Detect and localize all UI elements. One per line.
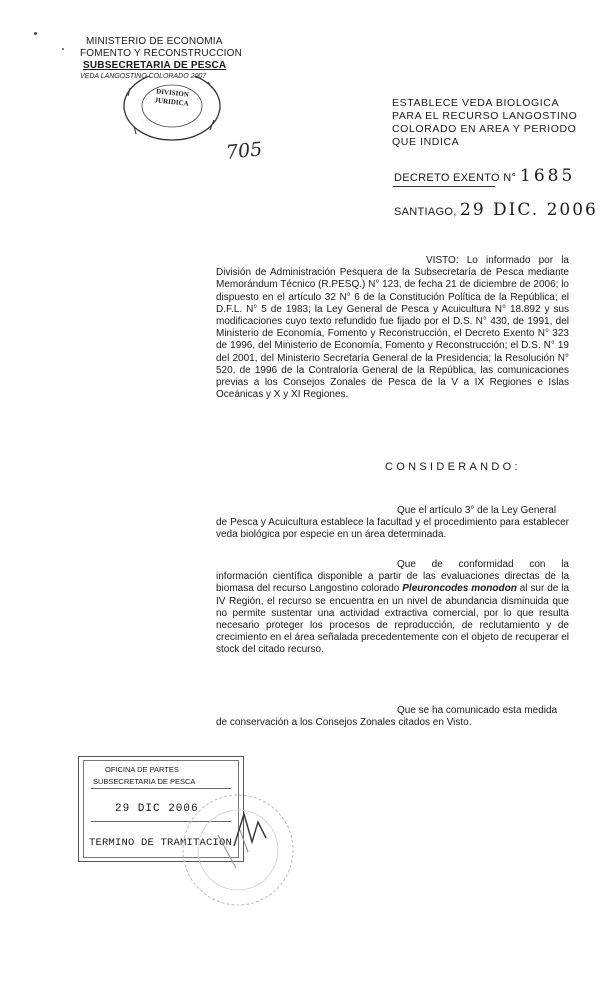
visto-text: Lo informado por la División de Administración Pesquera de la Subsecretaría de Pesca mediante Memorándum Técnico (R.PESQ.) N° 123, de fecha 21 de diciembre de 2006; lo dispuesto en el artículo 32 N° 6 de la Constitución Política de la República; el D.F.L. N° 5 de 1983; la Ley General de Pesca y Acuicultura N° 18.892 y sus modificaciones cuyo texto refundido fue fijado por el D.S. N° 430, de 1991, del Ministerio de Economía, Fomento y Reconstrucción, el Decreto Exento N° 323 de 1996, del Ministerio de Economía, Fomento y Reconstrucción; el D.S. N° 19 del 2001, del Ministerio Secretaría General de la Presidencia; la Resolución N° 520, de 1996 de la Contraloría General de la República, las comunicaciones previas a los Consejos Zonales de Pesca de la V a IX Regiones e Islas Oceánicas y X y XI Regiones. (216, 255, 569, 401)
stamp-date: 29 DIC 2006 (115, 803, 199, 815)
margin-dot (34, 32, 37, 35)
division-juridica-seal (118, 76, 226, 146)
considerando-2-text-b: al sur de la IV Región, el recurso se encuentra en un nivel de abundancia disminuida que no permite sustentar una actividad extractiva comercial, por lo que resulta necesario proteger los procesos de reproducción, de reclutamiento y de crecimiento en el área señalada precedentemente con el objeto de recuperar el stock del citado recurso. (216, 583, 570, 656)
decree-underline (393, 186, 495, 187)
considerando-3-lead: Que se ha comunicado esta medida (397, 705, 558, 716)
date-place: SANTIAGO, (394, 206, 457, 218)
considerando-1-lead: Que el artículo 3° de la Ley General (397, 505, 557, 516)
considerando-2-lead: Que de conformidad con la (397, 559, 569, 570)
stamp-divider (91, 788, 231, 789)
visto-paragraph (216, 255, 569, 401)
ministry-subtitle: FOMENTO Y RECONSTRUCCION (80, 48, 243, 59)
stamp-line-2: SUBSECRETARIA DE PESCA (93, 777, 196, 786)
subject-line-4: QUE INDICA (392, 136, 460, 148)
seal-text: DIVISION JURIDICA (154, 87, 190, 108)
visto-label: VISTO: (426, 255, 459, 266)
decree-number: 1685 (520, 166, 576, 186)
undersecretariat-name: SUBSECRETARIA DE PESCA (83, 60, 227, 71)
subject-line-3: COLORADO EN AREA Y PERIODO (392, 123, 577, 135)
considerando-1-text: de Pesca y Acuicultura establece la facultad y el procedimiento para establecer veda biológica por especie en un área determinada. (216, 517, 569, 541)
decree-label: DECRETO EXENTO N° (394, 172, 517, 184)
species-name: Pleuroncodes monodon (402, 583, 517, 595)
margin-dot (62, 48, 64, 50)
considerando-3-text: de conservación a los Consejos Zonales citados en Visto. (216, 717, 472, 729)
stamp-footer: TERMINO DE TRAMITACION (89, 837, 233, 849)
considerando-2 (216, 559, 569, 657)
subject-line-2: PARA EL RECURSO LANGOSTINO (392, 110, 578, 122)
file-reference: VEDA LANGOSTINO COLORADO 2007 (80, 73, 207, 80)
subject-line-1: ESTABLECE VEDA BIOLOGICA (392, 97, 560, 109)
decree-date: 29 DIC. 2006 (460, 200, 598, 220)
considerando-2-text-a: información científica disponible a partir de las evaluaciones directas de la biomasa del recurso Langostino colorado (216, 571, 569, 595)
considerando-heading: CONSIDERANDO: (385, 461, 521, 473)
considerando-1 (216, 505, 569, 542)
handwritten-annotation: 705 (224, 138, 264, 164)
considerando-3 (216, 705, 569, 729)
ministry-name: MINISTERIO DE ECONOMIA (86, 36, 223, 47)
stamp-line-1: OFICINA DE PARTES (105, 765, 179, 774)
handwritten-initials (230, 808, 270, 853)
